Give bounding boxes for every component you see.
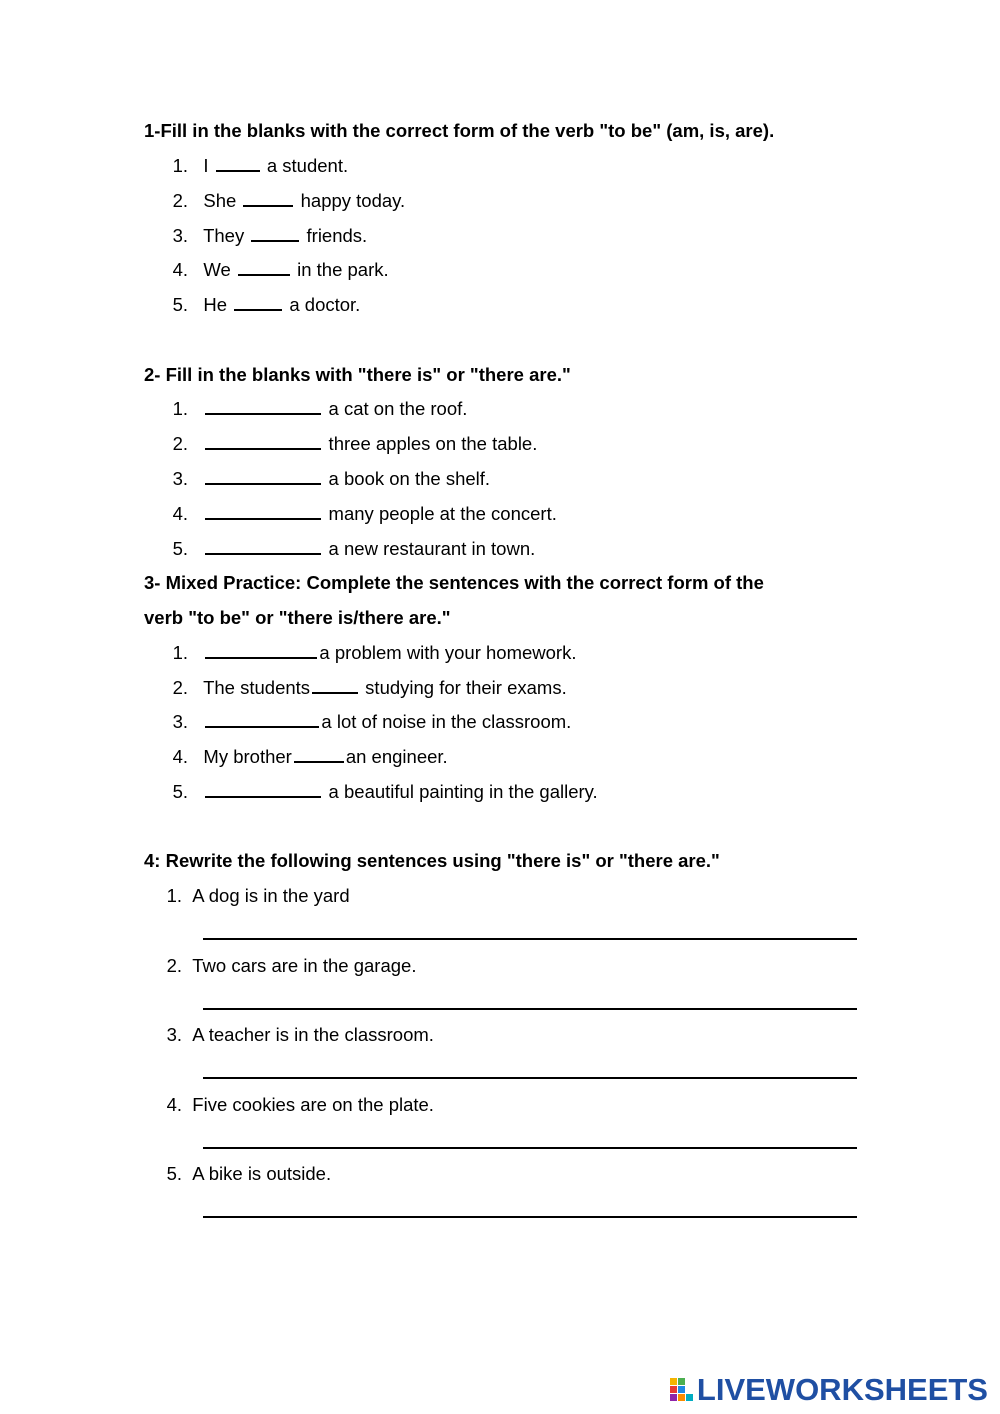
answer-blank[interactable]	[205, 432, 321, 450]
answer-blank[interactable]	[216, 154, 260, 172]
list-item: 1. a problem with your homework.	[172, 642, 577, 663]
list-item: 1. a cat on the roof.	[172, 398, 468, 419]
list-item: 1. I a student.	[172, 155, 349, 176]
liveworksheets-logo-icon	[669, 1376, 695, 1404]
answer-blank[interactable]	[205, 537, 321, 555]
list-item: 2. Two cars are in the garage.	[166, 955, 417, 976]
answer-line[interactable]	[203, 1147, 857, 1149]
answer-blank[interactable]	[243, 189, 293, 207]
answer-blank[interactable]	[251, 224, 299, 242]
section-3-heading: 3- Mixed Practice: Complete the sentences with the correct form of the	[144, 572, 764, 593]
list-item: 5. a beautiful painting in the gallery.	[172, 781, 598, 802]
answer-line[interactable]	[203, 1008, 857, 1010]
answer-blank[interactable]	[205, 467, 321, 485]
answer-blank[interactable]	[238, 258, 290, 276]
answer-line[interactable]	[203, 1077, 857, 1079]
answer-blank[interactable]	[312, 676, 358, 694]
section-2-heading: 2- Fill in the blanks with "there is" or "there are."	[144, 364, 571, 385]
list-item: 4. many people at the concert.	[172, 503, 557, 524]
list-item: 5. A bike is outside.	[166, 1163, 332, 1184]
answer-blank[interactable]	[234, 293, 282, 311]
liveworksheets-logo: LIVEWORKSHEETS	[669, 1372, 988, 1408]
answer-blank[interactable]	[205, 502, 321, 520]
list-item: 2. She happy today.	[172, 190, 406, 211]
list-item: 2. The students studying for their exams.	[172, 677, 567, 698]
answer-blank[interactable]	[205, 780, 321, 798]
answer-blank[interactable]	[205, 641, 317, 659]
list-item: 4. We in the park.	[172, 259, 389, 280]
list-item: 3. a lot of noise in the classroom.	[172, 711, 572, 732]
list-item: 3. They friends.	[172, 225, 368, 246]
section-3-heading-continued: verb "to be" or "there is/there are."	[144, 607, 451, 628]
section-4-heading: 4: Rewrite the following sentences using "there is" or "there are."	[144, 850, 720, 871]
list-item: 2. three apples on the table.	[172, 433, 538, 454]
list-item: 1. A dog is in the yard	[166, 885, 350, 906]
list-item: 5. He a doctor.	[172, 294, 361, 315]
section-1-heading: 1-Fill in the blanks with the correct form of the verb "to be" (am, is, are).	[144, 120, 775, 141]
answer-blank[interactable]	[205, 397, 321, 415]
answer-blank[interactable]	[294, 745, 344, 763]
answer-line[interactable]	[203, 1216, 857, 1218]
answer-blank[interactable]	[205, 710, 319, 728]
answer-line[interactable]	[203, 938, 857, 940]
list-item: 3. a book on the shelf.	[172, 468, 491, 489]
list-item: 4. Five cookies are on the plate.	[166, 1094, 434, 1115]
list-item: 3. A teacher is in the classroom.	[166, 1024, 434, 1045]
list-item: 4. My brother an engineer.	[172, 746, 448, 767]
list-item: 5. a new restaurant in town.	[172, 538, 536, 559]
